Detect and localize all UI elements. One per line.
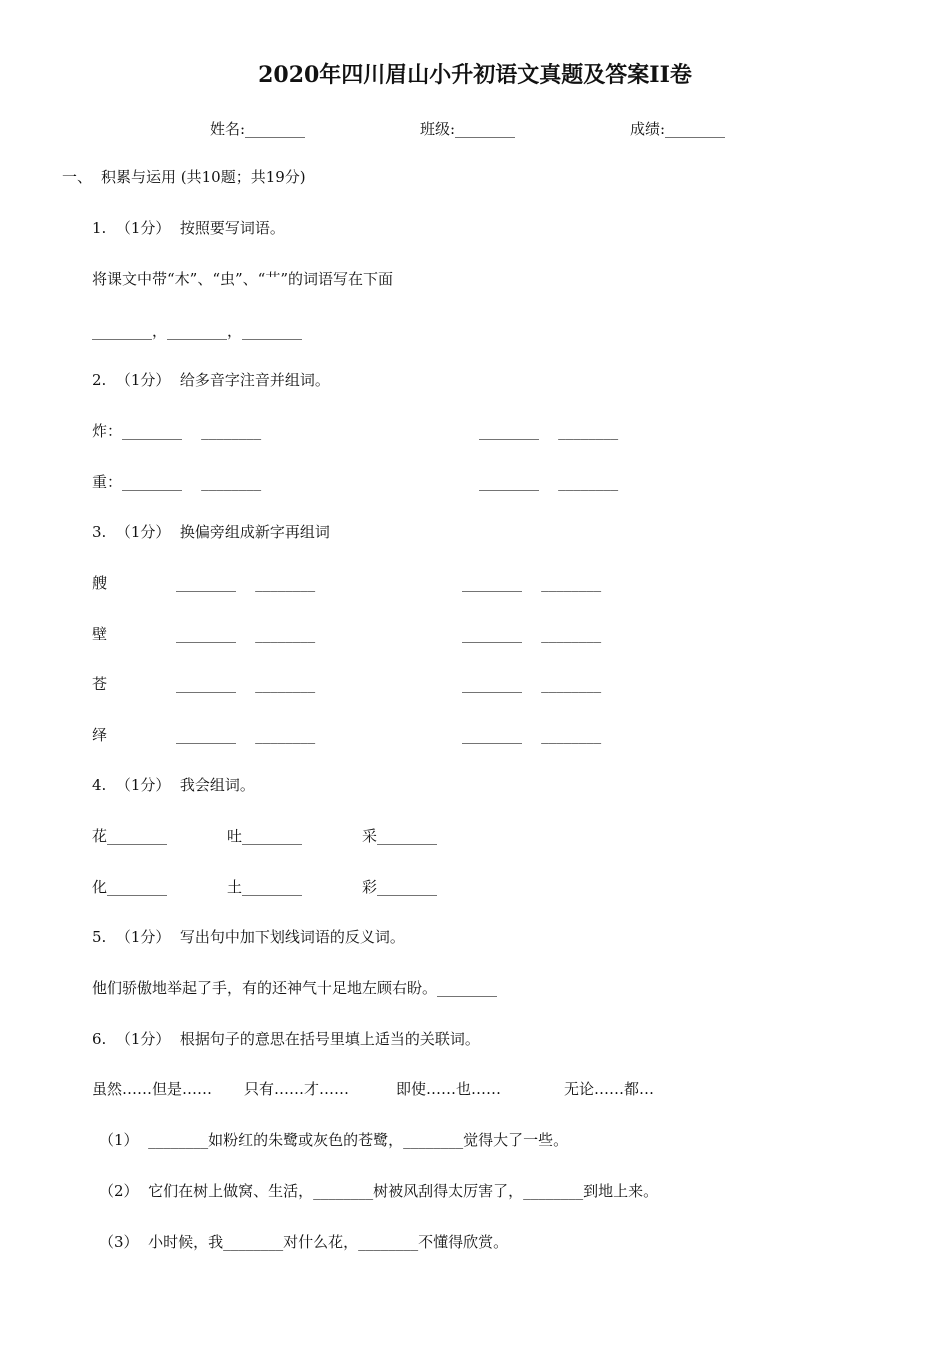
question-3-blanks-a[interactable]: ________ ________ [176, 726, 316, 744]
question-5-sentence[interactable]: 他们骄傲地举起了手，有的还神气十足地左顾右盼。________ [92, 979, 498, 997]
question-6-option: 只有……才…… [244, 1080, 350, 1098]
question-4-item[interactable]: 吐________ [227, 827, 303, 845]
question-3-heading: 3. （1分） 换偏旁组成新字再组词 [92, 523, 330, 541]
question-1-blanks[interactable]: ________，________，________ [92, 322, 303, 340]
question-4-item[interactable]: 彩________ [362, 878, 438, 896]
score-field[interactable]: 成绩:________ [630, 120, 726, 138]
question-1-instruction: 将课文中带“木”、“虫”、“艹”的词语写在下面 [92, 270, 394, 288]
question-3-char: 绎 [92, 726, 108, 744]
question-3-blanks-b[interactable]: ________ ________ [462, 625, 602, 643]
question-4-item[interactable]: 土________ [227, 878, 303, 896]
question-6-heading: 6. （1分） 根据句子的意思在括号里填上适当的关联词。 [92, 1030, 480, 1048]
question-4-heading: 4. （1分） 我会组词。 [92, 776, 255, 794]
section-number: 一、 [62, 168, 93, 186]
question-4-item[interactable]: 采________ [362, 827, 438, 845]
question-3-char: 苍 [92, 675, 108, 693]
question-4-item[interactable]: 花________ [92, 827, 168, 845]
question-3-blanks-b[interactable]: ________ ________ [462, 726, 602, 744]
question-3-blanks-a[interactable]: ________ ________ [176, 574, 316, 592]
question-2-row-b[interactable]: ________ ________ [479, 422, 619, 440]
question-6-option: 即使……也…… [396, 1080, 502, 1098]
name-field[interactable]: 姓名:________ [210, 120, 306, 138]
question-3-blanks-b[interactable]: ________ ________ [462, 675, 602, 693]
question-6-item[interactable]: （2） 它们在树上做窝、生活，________树被风刮得太厉害了，________到地上来。 [99, 1182, 659, 1200]
question-4-item[interactable]: 化________ [92, 878, 168, 896]
question-6-item[interactable]: （1） ________如粉红的朱鹭或灰色的苍鹭，________觉得大了一些。 [99, 1131, 569, 1149]
page-title: 2020年四川眉山小升初语文真题及答案II卷 [258, 62, 692, 88]
question-6-item[interactable]: （3） 小时候，我________对什么花，________不懂得欣赏。 [99, 1233, 509, 1251]
question-6-option: 虽然……但是…… [92, 1080, 213, 1098]
question-2-row-b[interactable]: ________ ________ [479, 473, 619, 491]
question-3-blanks-a[interactable]: ________ ________ [176, 625, 316, 643]
class-field[interactable]: 班级:________ [420, 120, 516, 138]
question-3-blanks-b[interactable]: ________ ________ [462, 574, 602, 592]
question-3-char: 壁 [92, 625, 108, 643]
section-heading: 积累与运用 (共10题；共19分) [101, 168, 306, 186]
question-5-heading: 5. （1分） 写出句中加下划线词语的反义词。 [92, 928, 405, 946]
question-3-char: 艘 [92, 574, 108, 592]
question-6-option: 无论……都… [564, 1080, 655, 1098]
question-2-row-a[interactable]: 重：________ ________ [92, 473, 262, 491]
question-3-blanks-a[interactable]: ________ ________ [176, 675, 316, 693]
question-2-heading: 2. （1分） 给多音字注音并组词。 [92, 371, 330, 389]
question-2-row-a[interactable]: 炸：________ ________ [92, 422, 262, 440]
question-1-heading: 1. （1分） 按照要写词语。 [92, 219, 285, 237]
